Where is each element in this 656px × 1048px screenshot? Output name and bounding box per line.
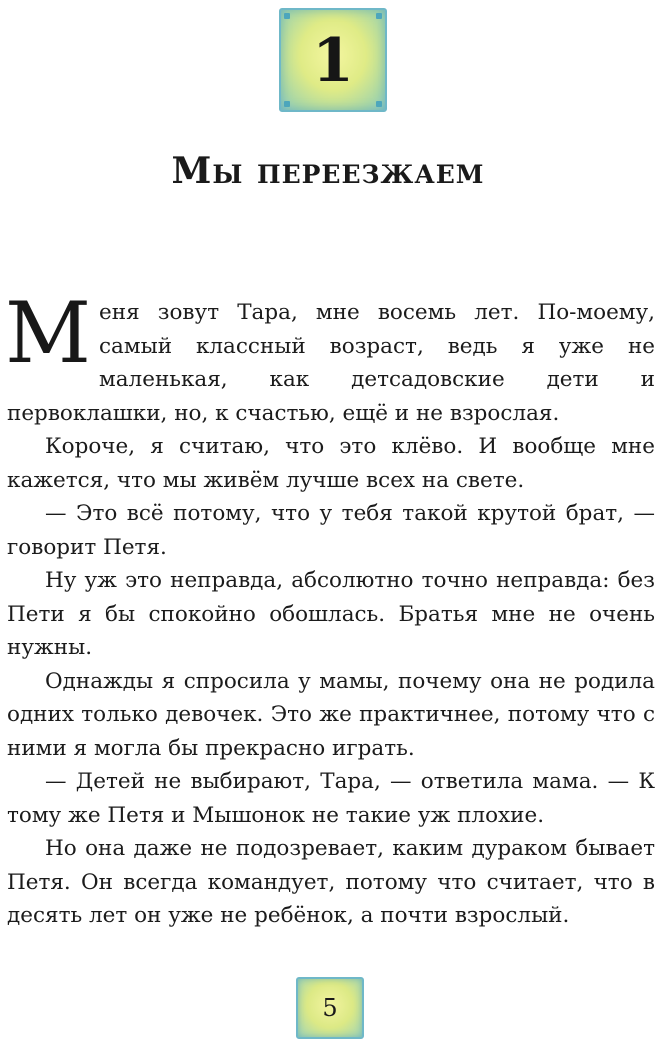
paragraph: Ну уж это неправда, абсолютно точно неправда: без Пети я бы спокойно обошлась. Братья мне не очень нужны. bbox=[7, 568, 655, 660]
paragraph: Но она даже не подозревает, каким дураком бывает Петя. Он всегда командует, потому что считает, что в десять лет он уже не ребёнок, а почти взрослый. bbox=[7, 836, 655, 928]
paragraph: — Детей не выбирают, Тара, — ответила мама. — К тому же Петя и Мышонок не такие уж плохие. bbox=[7, 769, 655, 828]
page-number: 5 bbox=[322, 994, 338, 1022]
chapter-number-badge bbox=[279, 8, 387, 112]
paragraph: Короче, я считаю, что это клёво. И вообще мне кажется, что мы живём лучше всех на свете. bbox=[7, 434, 655, 493]
page-number-badge bbox=[296, 977, 364, 1039]
paragraph: — Это всё потому, что у тебя такой крутой брат, — говорит Петя. bbox=[7, 501, 655, 560]
drop-cap: М bbox=[5, 284, 92, 382]
paragraph bbox=[5, 284, 655, 430]
body-text bbox=[5, 284, 655, 933]
chapter-number: 1 bbox=[312, 26, 354, 96]
paragraph: Однажды я спросила у мамы, почему она не родила одних только девочек. Это же практичнее, потому что с ними я могла бы прекрасно играть. bbox=[7, 668, 655, 761]
chapter-title: Мы переезжаем bbox=[171, 150, 485, 192]
paragraph-text: еня зовут Тара, мне восемь лет. По-моему, самый классный возраст, ведь я уже не маленькая, как детсадовские дети и первоклашки, но, к счастью, ещё и не взрослая. bbox=[7, 300, 655, 426]
